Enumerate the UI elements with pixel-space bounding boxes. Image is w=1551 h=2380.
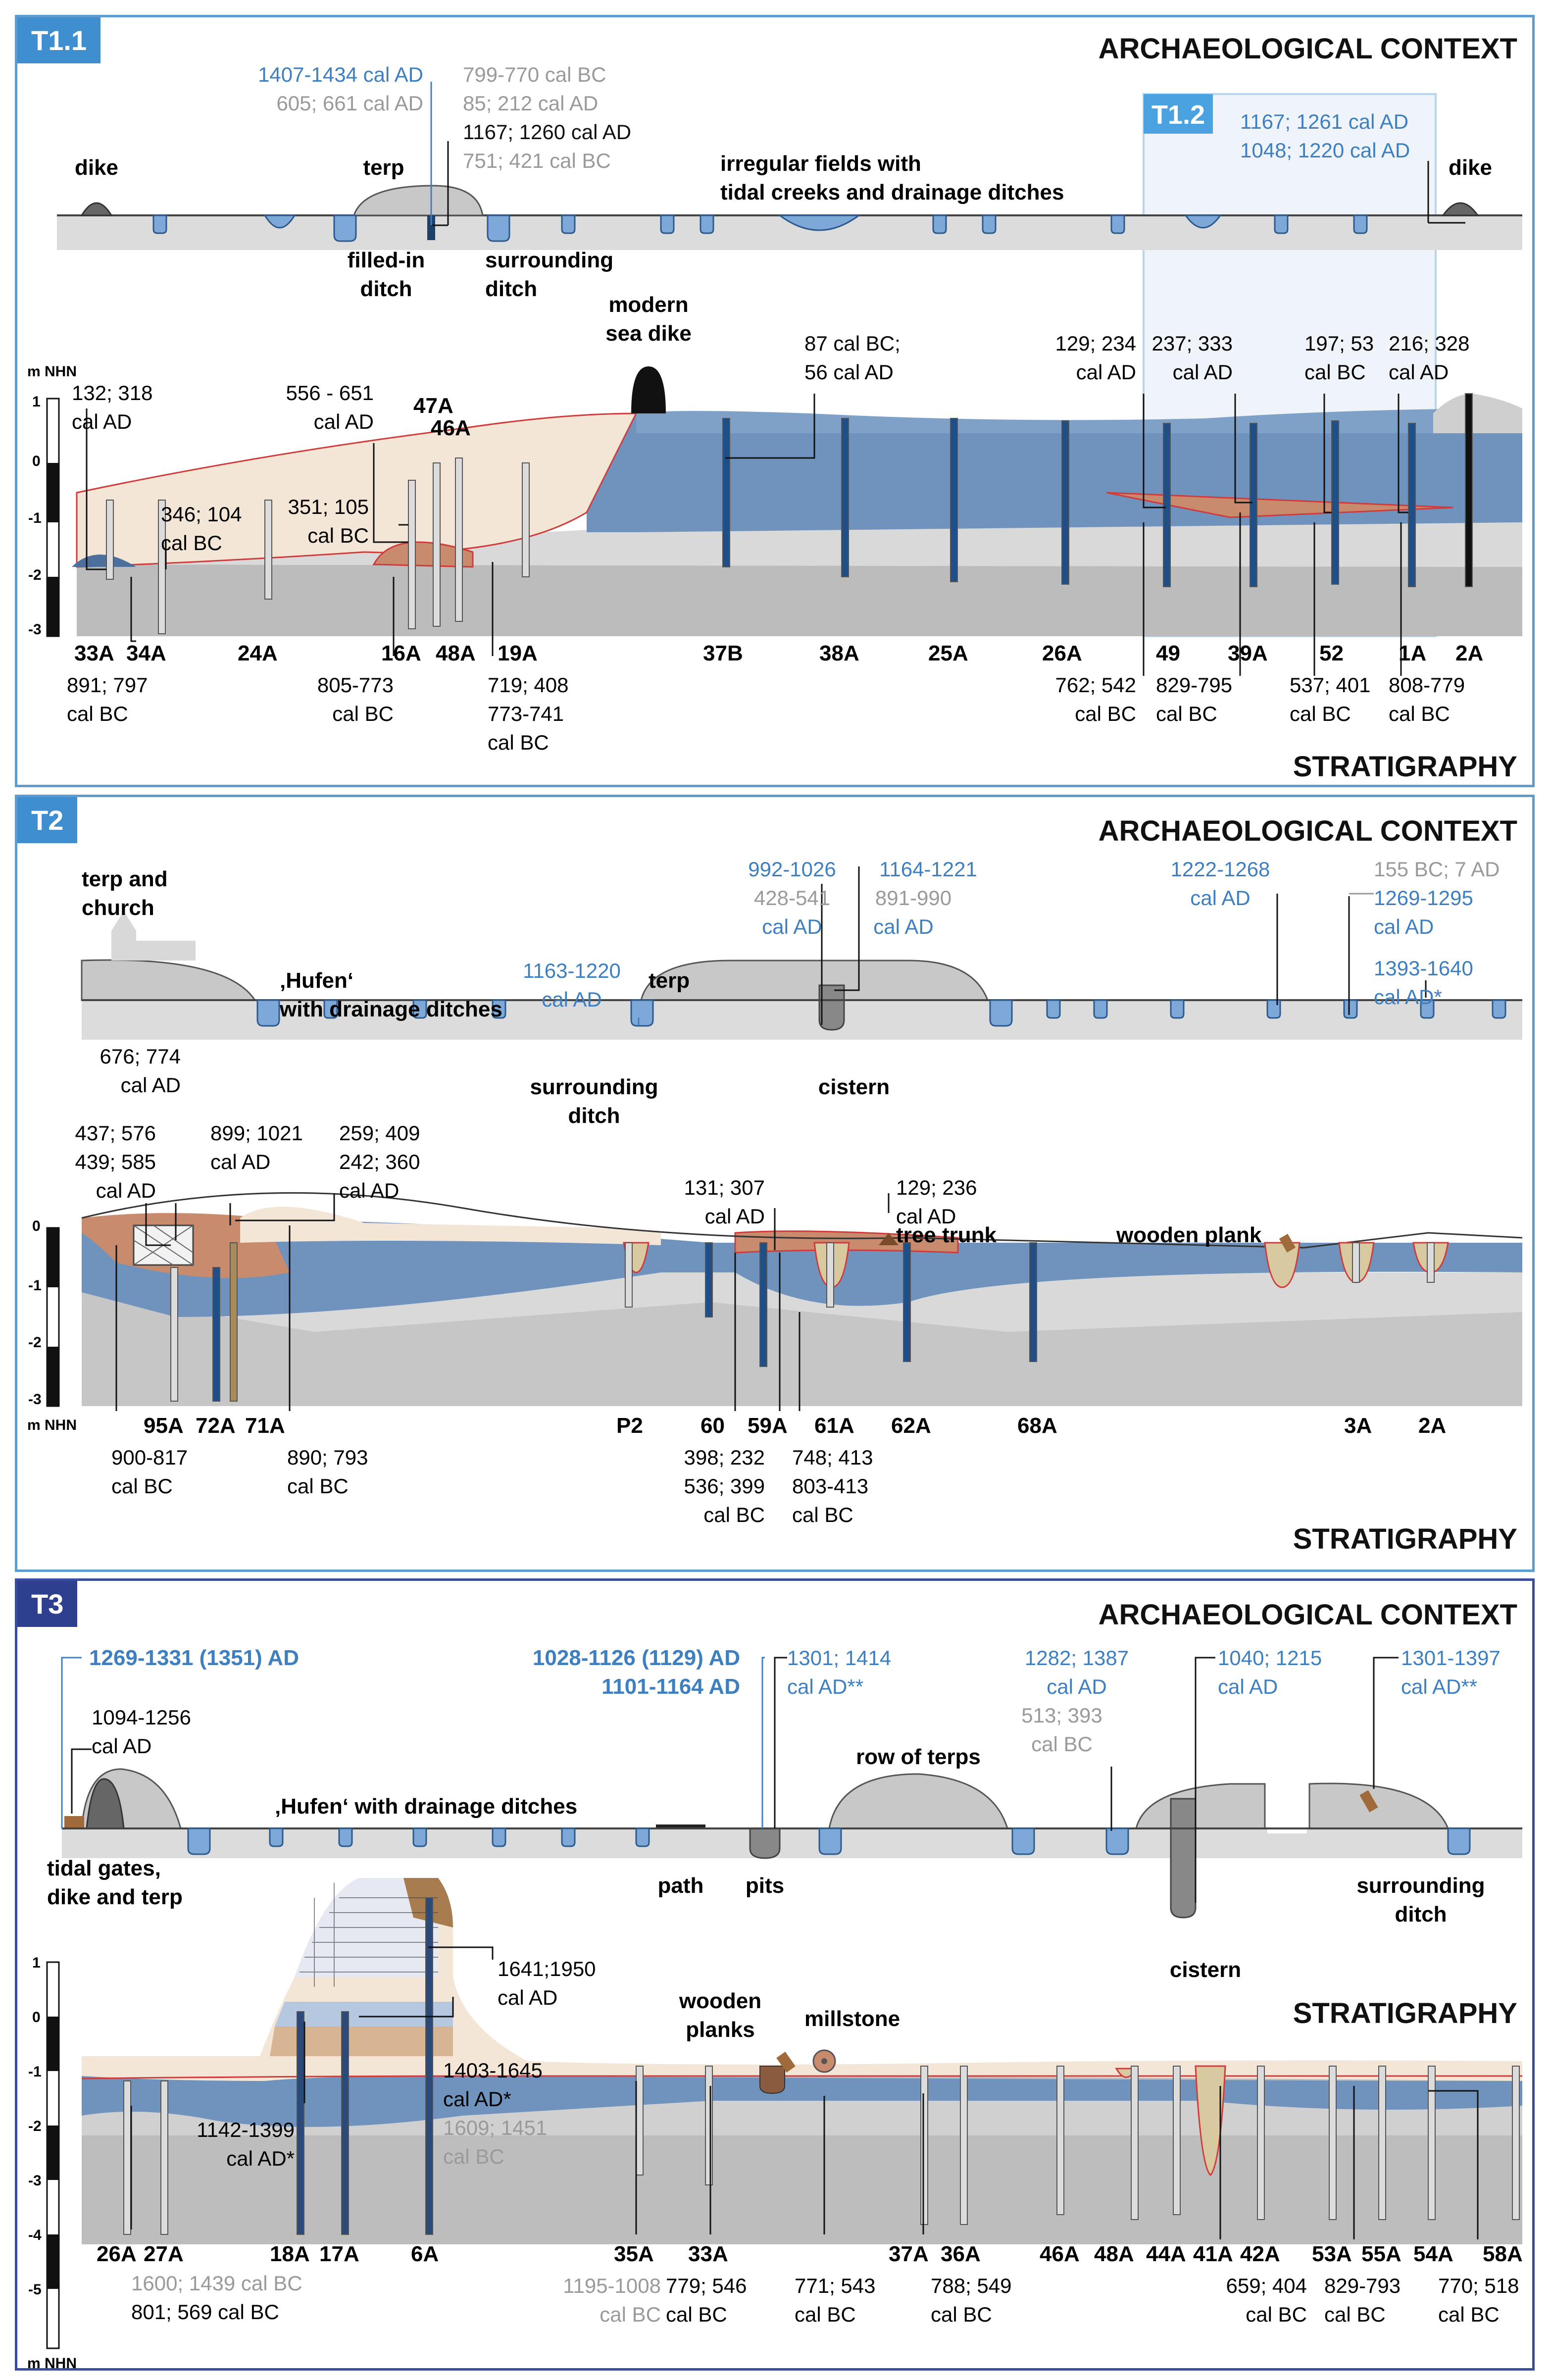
row-terp-2 <box>1136 1784 1265 1828</box>
t1-ytick-3: -2 <box>28 567 42 583</box>
t2-date-upper-3: 259; 409 242; 360 cal AD <box>339 1121 420 1202</box>
profile-t1-34A: 34A <box>126 641 166 665</box>
label-tidal: tidal gates, dike and terp <box>47 1856 183 1909</box>
t3-date-d2: 1094-1256 cal AD <box>92 1706 191 1758</box>
cistern-shape-t3 <box>1171 1799 1196 1918</box>
t2-date-d5: 155 BC; 7 AD <box>1374 858 1500 881</box>
t2-date-d6: 1269-1295 cal AD <box>1374 886 1473 938</box>
t2-date-d7: 1393-1640 cal AD* <box>1374 957 1473 1009</box>
t3-date-lower-4: 771; 543 cal BC <box>795 2274 876 2326</box>
profile-t1-52: 52 <box>1319 641 1344 665</box>
t3-date-d7: 1301-1397 cal AD** <box>1401 1646 1501 1698</box>
profile-t2-95A: 95A <box>144 1414 184 1438</box>
profile-t1-49: 49 <box>1156 641 1180 665</box>
t3-date-lower-1: 801; 569 cal BC <box>131 2300 279 2324</box>
t1-date-lower-5: 537; 401 cal BC <box>1290 673 1371 725</box>
profile-t2-62A: 62A <box>891 1414 931 1438</box>
t2-date-upper-4: 131; 307 cal AD <box>684 1176 765 1228</box>
panel-badge-t1: T1.1 <box>17 17 100 63</box>
t3-date-d5b: 513; 393 cal BC <box>1021 1704 1102 1756</box>
t1-date-lower-0: 891; 797 cal BC <box>67 673 148 725</box>
t2-diagram <box>17 797 1532 1570</box>
t3-diagram <box>17 1581 1532 2368</box>
t1-top-id-1: 46A <box>431 416 471 440</box>
date-t1-grey2: 799-770 cal BC <box>463 63 606 86</box>
t1-date-lower-2: 719; 408 773-741 cal BC <box>488 673 569 754</box>
dike-right-shape <box>1443 203 1478 215</box>
panel-t1 <box>15 15 1535 787</box>
label-surrounding-ditch-t1: surrounding ditch <box>485 248 614 301</box>
profile-t3-17A: 17A <box>319 2242 359 2266</box>
label-terp-t1: terp <box>363 155 404 180</box>
t1-date-upper-5: 129; 234 cal AD <box>1055 332 1136 384</box>
t2-label-tree-trunk: tree trunk <box>896 1223 997 1247</box>
profile-t2-60: 60 <box>700 1414 725 1438</box>
t2-mnhn: m NHN <box>27 1417 77 1433</box>
strat-heading-t1: STRATIGRAPHY <box>1293 751 1517 783</box>
profile-t2-71A: 71A <box>245 1414 285 1438</box>
profile-t3-36A: 36A <box>941 2242 981 2266</box>
profile-t3-58A: 58A <box>1483 2242 1523 2266</box>
t3-ytick-3: -2 <box>28 2118 42 2134</box>
t3-date-d5: 1282; 1387 cal AD <box>1024 1646 1129 1698</box>
t1-date-upper-6: 237; 333 cal AD <box>1151 332 1233 384</box>
t3-ytick-1: 0 <box>32 2009 41 2026</box>
t1-ytick-2: -1 <box>28 510 42 526</box>
arch-heading-t2: ARCHAEOLOGICAL CONTEXT <box>1098 815 1517 847</box>
cistern-shape <box>819 985 844 1030</box>
date-t1-grey3: 85; 212 cal AD <box>463 92 599 115</box>
label-modern-dike: modern sea dike <box>605 293 692 346</box>
t3-ytick-6: -5 <box>28 2281 42 2298</box>
church-terp-shape <box>82 960 255 1000</box>
label-path: path <box>657 1874 704 1898</box>
t3-date-d6: 1040; 1215 cal AD <box>1218 1646 1322 1698</box>
pit-shape <box>750 1828 780 1858</box>
label-row-terps: row of terps <box>856 1745 981 1769</box>
t1-date-lower-6: 808-779 cal BC <box>1389 673 1465 725</box>
profile-t1-48A: 48A <box>436 641 476 665</box>
t2-ytick-1: -1 <box>28 1277 42 1294</box>
t3-date-lower-5: 788; 549 cal BC <box>931 2274 1012 2326</box>
t2-date-upper-1: 437; 576 439; 585 cal AD <box>75 1121 156 1202</box>
date-t1-black1: 1167; 1260 cal AD <box>463 120 632 144</box>
t1-top-id-0: 47A <box>413 394 453 418</box>
profile-t1-33A: 33A <box>74 641 114 665</box>
t1-date-upper-7: 197; 53 cal BC <box>1304 332 1374 384</box>
t1-mnhn: m NHN <box>27 363 77 380</box>
t3-label-wooden-planks: wooden planks <box>679 1989 762 2042</box>
t3-date-upper-1: 1403-1645 cal AD* <box>443 2059 543 2111</box>
t3-date-d4: 1301; 1414 cal AD** <box>787 1646 892 1698</box>
date-t1-grey1: 605; 661 cal AD <box>276 92 423 115</box>
label-filled-ditch: filled-in ditch <box>347 248 425 301</box>
t2-date-lower-0: 900-817 cal BC <box>111 1446 188 1498</box>
t12-badge: T1.2 <box>1151 100 1205 130</box>
t3-date-d3b: 1101-1164 AD <box>601 1674 740 1699</box>
strat-heading-t2: STRATIGRAPHY <box>1293 1523 1517 1555</box>
t2-date-lower-3: 748; 413 803-413 cal BC <box>792 1446 873 1526</box>
t3-date-d3a: 1028-1126 (1129) AD <box>532 1646 740 1670</box>
profile-t1-25A: 25A <box>928 641 968 665</box>
profile-t3-48A: 48A <box>1094 2242 1134 2266</box>
label-hufen-t3: ‚Hufen‘ with drainage ditches <box>275 1794 578 1819</box>
profile-t3-35A: 35A <box>614 2242 654 2266</box>
profile-t1-2A: 2A <box>1455 641 1484 665</box>
t3-ytick-0: 1 <box>32 1955 41 1971</box>
t2-date-upper-0: 676; 774 cal AD <box>100 1045 181 1097</box>
t1-date-upper-8: 216; 328 cal AD <box>1389 332 1470 384</box>
panel-t2 <box>15 795 1535 1572</box>
profile-t2-2A: 2A <box>1418 1414 1447 1438</box>
label-cistern-t2: cistern <box>818 1075 890 1099</box>
t3-date-upper-2: 1609; 1451 cal BC <box>443 2116 548 2168</box>
profile-t2-68A: 68A <box>1017 1414 1057 1438</box>
label-dike-left: dike <box>74 155 119 180</box>
profile-t2-61A: 61A <box>814 1414 854 1438</box>
label-surrounding-ditch-t2: surrounding ditch <box>530 1075 658 1128</box>
label-fields: irregular fields with tidal creeks and drainage ditches <box>720 152 1064 204</box>
profile-t2-59A: 59A <box>748 1414 788 1438</box>
label-cistern-t3: cistern <box>1169 1958 1242 1982</box>
t1-date-lower-1: 805-773 cal BC <box>317 673 394 725</box>
profile-t1-16A: 16A <box>381 641 421 665</box>
profile-t2-72A: 72A <box>196 1414 236 1438</box>
terp-gap <box>1267 1779 1307 1833</box>
t1-date-upper-2: 556 - 651 cal AD <box>286 381 374 433</box>
t2-date-upper-5: 129; 236 cal AD <box>896 1176 977 1228</box>
panel-badge-t2: T2 <box>17 797 77 843</box>
panel-badge-t3: T3 <box>17 1581 77 1627</box>
t3-date-upper-0: 1641;1950 cal AD <box>498 1957 596 2009</box>
arch-heading-t3: ARCHAEOLOGICAL CONTEXT <box>1098 1599 1517 1631</box>
profile-t1-39A: 39A <box>1228 641 1268 665</box>
t3-label-millstone: millstone <box>804 2007 901 2031</box>
terp-shape <box>354 186 483 215</box>
profile-t3-42A: 42A <box>1240 2242 1280 2266</box>
t1-date-upper-1: 346; 104 cal BC <box>161 503 242 555</box>
profile-t1-37B: 37B <box>703 641 743 665</box>
profile-t1-24A: 24A <box>238 641 278 665</box>
label-hufen-t2: ‚Hufen‘ with drainage ditches <box>280 968 502 1021</box>
t1-diagram <box>17 17 1532 785</box>
t2-date-d2c: cal AD <box>873 915 934 938</box>
t3-ytick-5: -4 <box>28 2227 42 2243</box>
profile-t3-54A: 54A <box>1413 2242 1453 2266</box>
t1-date-upper-0: 132; 318 cal AD <box>72 381 153 433</box>
dike-left-shape <box>82 203 111 215</box>
t2-date-d4: 1222-1268 cal AD <box>1170 858 1270 910</box>
t2-date-upper-2: 899; 1021 cal AD <box>210 1121 303 1173</box>
t2-date-d1: 992-1026 <box>748 858 836 881</box>
row-terp-1 <box>829 1774 1007 1828</box>
profile-t3-33A: 33A <box>688 2242 728 2266</box>
profile-t1-1A: 1A <box>1399 641 1427 665</box>
profile-t3-6A: 6A <box>411 2242 439 2266</box>
label-terp-t2: terp <box>649 968 690 993</box>
date-t1-grey4: 751; 421 cal BC <box>463 149 611 172</box>
t3-date-lower-2: 1195-1008 cal BC <box>563 2274 661 2326</box>
profile-t3-44A: 44A <box>1146 2242 1186 2266</box>
t3-ytick-2: -1 <box>28 2064 42 2080</box>
t2-date-lower-1: 890; 793 cal BC <box>287 1446 368 1498</box>
profile-t2-P2: P2 <box>616 1414 643 1438</box>
profile-t3-27A: 27A <box>144 2242 184 2266</box>
t3-date-upper-3: 1142-1399 cal AD* <box>197 2118 295 2170</box>
profile-t3-18A: 18A <box>270 2242 310 2266</box>
t3-ytick-4: -3 <box>28 2173 42 2189</box>
t3-mnhn: m NHN <box>27 2355 77 2368</box>
profile-t3-26A: 26A <box>97 2242 137 2266</box>
t1-date-upper-3: 351; 105 cal BC <box>288 495 369 547</box>
arch-heading-t1: ARCHAEOLOGICAL CONTEXT <box>1098 33 1517 65</box>
t2-date-d1b: 428-541 <box>753 886 831 910</box>
t2-label-wooden-plank: wooden plank <box>1116 1223 1262 1247</box>
panel-t3 <box>15 1578 1535 2371</box>
t2-ytick-3: -3 <box>28 1391 42 1408</box>
profile-t2-3A: 3A <box>1344 1414 1372 1438</box>
t2-date-d2b: 891-990 <box>875 886 952 910</box>
label-surrounding-ditch-t3: surrounding ditch <box>1356 1874 1485 1926</box>
t3-date-d1: 1269-1331 (1351) AD <box>89 1646 299 1670</box>
t2-date-lower-2: 398; 232 536; 399 cal BC <box>684 1446 765 1526</box>
profile-t3-41A: 41A <box>1193 2242 1233 2266</box>
label-dike-right: dike <box>1448 155 1493 180</box>
t1-date-upper-4: 87 cal BC; 56 cal AD <box>804 332 901 384</box>
label-terp-church: terp and church <box>82 867 168 920</box>
t2-strat <box>82 1193 1522 1406</box>
t1-ytick-4: -3 <box>28 621 42 638</box>
profile-t3-37A: 37A <box>889 2242 929 2266</box>
t2-date-d1c: cal AD <box>762 915 822 938</box>
t2-ytick-2: -2 <box>28 1334 42 1351</box>
row-terp-3 <box>1309 1783 1448 1828</box>
profile-t3-55A: 55A <box>1361 2242 1401 2266</box>
tidal-gate-shape <box>64 1816 84 1828</box>
profile-t1-26A: 26A <box>1042 641 1082 665</box>
t2-date-d3: 1163-1220 cal AD <box>523 959 621 1011</box>
profile-t1-19A: 19A <box>498 641 538 665</box>
profile-t3-46A: 46A <box>1040 2242 1080 2266</box>
date-t12a: 1167; 1261 cal AD <box>1240 110 1409 133</box>
t3-date-lower-0: 1600; 1439 cal BC <box>131 2272 302 2295</box>
t3-date-lower-3: 779; 546 cal BC <box>666 2274 747 2326</box>
t3-date-lower-6: 659; 404 cal BC <box>1226 2274 1307 2326</box>
t3-date-lower-8: 770; 518 cal BC <box>1438 2274 1519 2326</box>
profile-t1-38A: 38A <box>819 641 859 665</box>
t1-ytick-0: 1 <box>32 394 41 410</box>
label-pits: pits <box>745 1874 785 1898</box>
t1-date-lower-4: 829-795 cal BC <box>1156 673 1233 725</box>
date-t12b: 1048; 1220 cal AD <box>1240 139 1410 162</box>
profile-t3-53A: 53A <box>1312 2242 1352 2266</box>
t3-date-lower-7: 829-793 cal BC <box>1324 2274 1401 2326</box>
date-t1-blue1: 1407-1434 cal AD <box>258 63 423 86</box>
terp-shape-t2 <box>641 961 988 1000</box>
strat-heading-t3: STRATIGRAPHY <box>1293 1997 1517 2029</box>
t1-date-lower-3: 762; 542 cal BC <box>1055 673 1136 725</box>
t2-ytick-0: 0 <box>32 1218 41 1234</box>
t1-ytick-1: 0 <box>32 453 41 469</box>
t2-date-d2: 1164-1221 <box>879 858 977 881</box>
